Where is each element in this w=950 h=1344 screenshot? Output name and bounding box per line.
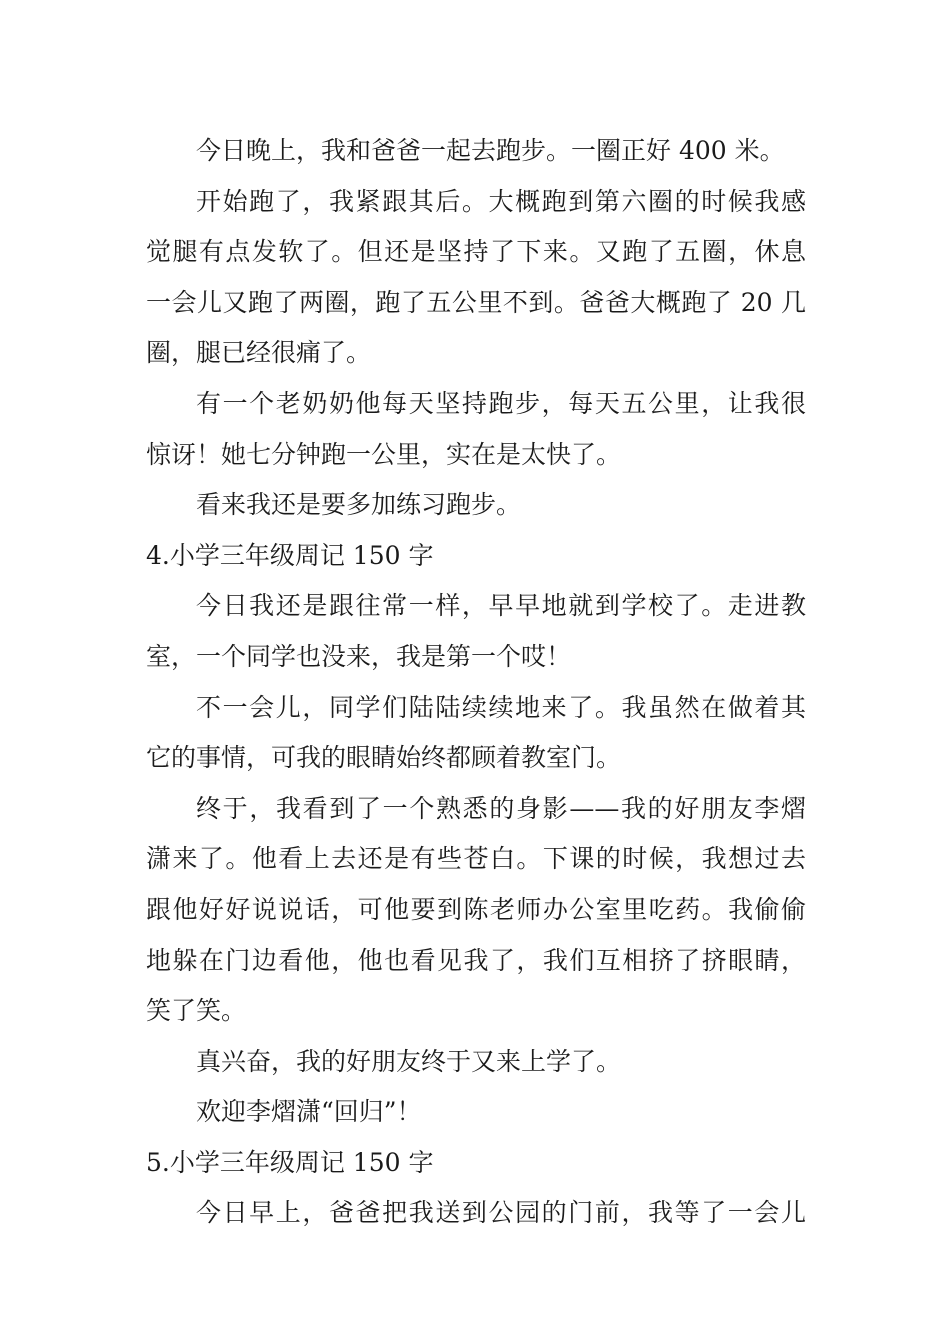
text-line: 今日早上，爸爸把我送到公园的门前，我等了一会儿 xyxy=(196,1198,806,1228)
text-line: 有一个老奶奶他每天坚持跑步，每天五公里，让我很 xyxy=(196,388,806,418)
document-body xyxy=(146,126,806,1239)
text-line: 终于，我看到了一个熟悉的身影——我的好朋友李熠 xyxy=(196,793,806,823)
text-line: 笑了笑。 xyxy=(146,996,247,1026)
text-line: 今日我还是跟往常一样，早早地就到学校了。走进教 xyxy=(196,591,806,621)
text-line: 今日晚上，我和爸爸一起去跑步。一圈正好 400 米。 xyxy=(196,136,785,165)
text-line: 跟他好好说说话，可他要到陈老师办公室里吃药。我偷偷 xyxy=(146,894,806,924)
text-line: 欢迎李熠潇“回归”！ xyxy=(196,1097,422,1127)
text-line: 一会儿又跑了两圈，跑了五公里不到。爸爸大概跑了 20 几 xyxy=(146,287,806,317)
text-line: 地躲在门边看他，他也看见我了，我们互相挤了挤眼睛， xyxy=(146,945,806,975)
text-line: 室，一个同学也没来，我是第一个哎！ xyxy=(146,641,572,671)
section-heading: 4.小学三年级周记 150 字 xyxy=(146,540,434,570)
text-line: 不一会儿，同学们陆陆续续地来了。我虽然在做着其 xyxy=(196,692,806,722)
text-line: 惊讶！她七分钟跑一公里，实在是太快了。 xyxy=(146,439,622,469)
text-line: 觉腿有点发软了。但还是坚持了下来。又跑了五圈，休息 xyxy=(146,237,806,267)
text-line: 看来我还是要多加练习跑步。 xyxy=(196,490,522,520)
section-heading: 5.小学三年级周记 150 字 xyxy=(146,1147,434,1177)
text-line: 真兴奋，我的好朋友终于又来上学了。 xyxy=(196,1046,622,1076)
text-line: 圈，腿已经很痛了。 xyxy=(146,338,372,368)
text-line: 潇来了。他看上去还是有些苍白。下课的时候，我想过去 xyxy=(146,844,806,874)
text-line: 开始跑了，我紧跟其后。大概跑到第六圈的时候我感 xyxy=(196,186,806,216)
text-line: 它的事情，可我的眼睛始终都顾着教室门。 xyxy=(146,743,622,773)
